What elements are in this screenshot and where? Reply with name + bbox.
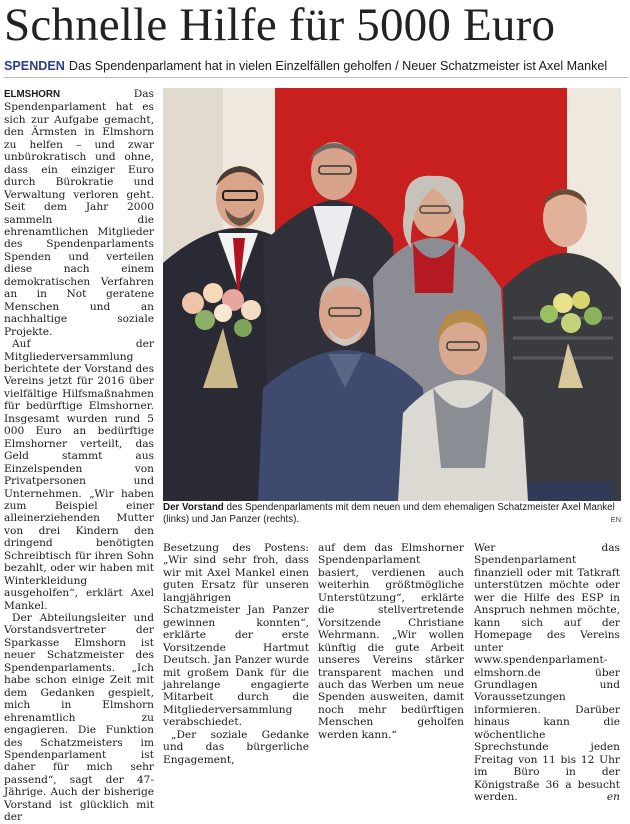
group-photo bbox=[163, 88, 621, 501]
photo-credit: EN bbox=[610, 515, 621, 524]
subheadline bbox=[4, 58, 628, 78]
section-kicker: SPENDEN bbox=[4, 59, 65, 73]
paragraph: Besetzung des Postens: „Wir sind sehr froh, dass wir mit Axel Mankel einen guten Ersatz für unseren langjährigen Schatzmeister Jan Panzer gewinnen konnten“, erklärte der erste Vorsitzende Hartmut Deutsch. Jan Panzer wurde mit großem Dank für die jahrelange engagierte Mitarbeit durch die Mitgliederversammlung verabschiedet. bbox=[163, 542, 309, 729]
article-column-4 bbox=[474, 542, 620, 804]
article-column-3 bbox=[318, 542, 464, 741]
caption-lead: Der Vorstand bbox=[163, 502, 224, 513]
dateline: ELMSHORN bbox=[4, 89, 61, 100]
article-column-2 bbox=[163, 542, 309, 766]
subheadline-text: Das Spendenparlament hat in vielen Einzelfällen geholfen / Neuer Schatzmeister ist Axel Mankel bbox=[68, 59, 608, 73]
paragraph-text: Das Spendenparlament hat es sich zur Aufgabe gemacht, den Ärmsten in Elmshorn zu helfen – und zwar unbürokratisch und ohne, dass ein einziger Euro durch Bürokratie und Verwaltung verloren geht. Seit dem Jahr 2000 sammeln die ehrenamtlichen Mitglieder des Spendenparlaments Spenden und verteilen diese nach einem demokratischen Verfahren an in Not geratene Menschen und an nachhaltige soziale Projekte. bbox=[4, 88, 154, 338]
caption-text: des Spendenparlaments mit dem neuen und dem ehemaligen Schatzmeister Axel Mankel (links) und Jan Panzer (rechts). bbox=[163, 502, 615, 525]
article-column-1 bbox=[4, 88, 154, 824]
paragraph: Der Abteilungsleiter und Vorstandsvertreter der Sparkasse Elmshorn ist neuer Schatzmeister des Spendenparlaments. „Ich habe schon einige Zeit mit dem Gedanken gespielt, mich in Elmshorn ehrenamtlich zu engagieren. Die Funktion des Schatzmeisters im Spendenparlament ist daher für mich sehr passend“, sagt der 47-Jährige. Auch der bisherige Vorstand ist glücklich mit der bbox=[4, 612, 154, 824]
paragraph bbox=[4, 88, 154, 338]
photo-caption bbox=[163, 502, 621, 526]
author-signature: en bbox=[606, 791, 620, 804]
paragraph-text: Wer das Spendenparlament finanziell oder mit Tatkraft unterstützen möchte oder wer die Hilfe des ESP in Anspruch nehmen möchte, kann sich auf der Homepage des Vereins unter www.spendenparlament-elmshorn.de über Grundlagen und Voraussetzungen informieren. Darüber hinaus kann die wöchentliche Sprechstunde jeden Freitag von 11 bis 12 Uhr im Büro in der Königstraße 36 a besucht werden. bbox=[474, 542, 620, 804]
paragraph: auf dem das Elmshorner Spendenparlament basiert, verdienen auch weiterhin größtmögliche Unterstützung“, erklärte die stellvertretende Vorsitzende Christiane Wehrmann. „Wir wollen künftig die gute Arbeit unseres Vereins stärker transparent machen und auch das Werben um neue Spenden ausweiten, damit noch mehr bedürftigen Menschen geholfen werden kann.“ bbox=[318, 542, 464, 741]
paragraph bbox=[474, 542, 620, 804]
paragraph: „Der soziale Gedanke und das bürgerliche Engagement, bbox=[163, 728, 309, 766]
paragraph: Auf der Mitgliederversammlung berichtete der Vorstand des Vereins jetzt für 2016 über vielfältige Hilfsmaßnahmen für bedürftige Elmshorner. Insgesamt wurden rund 5 000 Euro an bedürftige Elmshorner verteilt, das Geld stammt aus Einzelspenden von Privatpersonen und Unternehmen. „Wir haben zum Beispiel einer alleinerziehenden Mutter von drei Kindern den dringend benötigten Schreibtisch für ihren Sohn bezahlt, oder wir haben mit Winterkleidung ausgeholfen“, erklärt Axel Mankel. bbox=[4, 338, 154, 612]
headline: Schnelle Hilfe für 5000 Euro bbox=[4, 0, 556, 51]
